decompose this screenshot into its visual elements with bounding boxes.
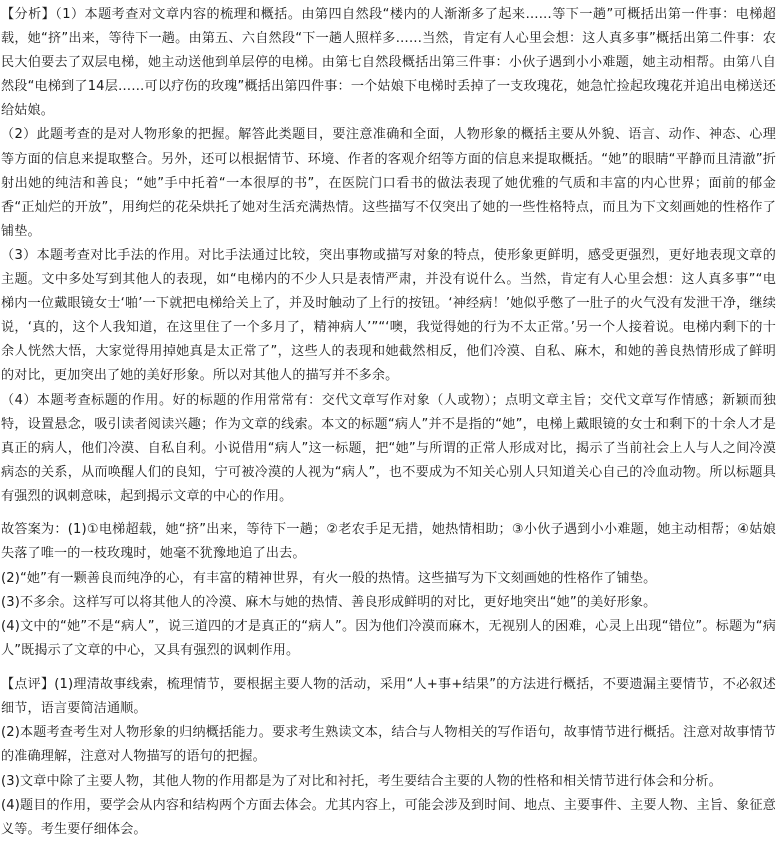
answer-paragraph-3: (3)不多余。这样写可以将其他人的冷漠、麻木与她的热情、善良形成鲜明的对比，更好地突出“她”的美好形象。 [1, 594, 657, 610]
answer-paragraph-2: (2)“她”有一颗善良而纯净的心，有丰富的精神世界，有火一般的热情。这些描写为下文刻画她的性格作了铺垫。 [1, 570, 657, 586]
analysis-paragraph-3: （3）本题考查对比手法的作用。对比手法通过比较，突出事物或描写对象的特点，使形象更鲜明，感受更强烈，更好地表现文章的主题。文中多处写到其他人的表现，如“电梯内的不少人只是表情严肃，并没有说什么。当然，肯定有人心里会想：这人真多事”“电梯内一位戴眼镜女士‘啪’一下就把电梯给关上了，并及时触动了上行的按钮。‘神经病！’她似乎憋了一肚子的火气没有发泄干净，继续说，‘真的，这个人我知道，在这里住了一个多月了，精神病人’”“‘噢，我觉得她的行为不太正常。’另一个人接着说。电梯内剩下的十余人恍然大悟，大家觉得用掉她真是太正常了”，这些人的表现和她截然相反，他们冷漠、自私、麻木，和她的善良热情形成了鲜明的对比，更加突出了她的美好形象。所以对其他人的描写并不多余。 [1, 247, 776, 384]
answer-paragraph-1: 故答案为：(1)①电梯超载，她“挤”出来，等待下一趟；②老农手足无措，她热情相助；③小伙子遇到小小难题，她主动相帮；④姑娘失落了唯一的一枝玫瑰时，她毫不犹豫地追了出去。 [1, 521, 776, 562]
analysis-paragraph-4: （4）本题考查标题的作用。好的标题的作用常常有：交代文章写作对象（人或物）；点明文章主旨；交代文章写作情感；新颖而独特，设置悬念，吸引读者阅读兴趣；作为文章的线索。本文的标题“病人”并不是指的“她”，电梯上戴眼镜的女士和剩下的十余人才是真正的病人，他们冷漠、自私自利。小说借用“病人”这一标题，把“她”与所谓的正常人形成对比，揭示了当前社会上人与人之间冷漠病态的关系，从而唤醒人们的良知，宁可被冷漠的人视为“病人”，也不要成为不知关心别人只知道关心自己的冷血动物。所以标题具有强烈的讽刺意味，起到揭示文章的中心的作用。 [1, 392, 776, 504]
analysis-paragraph-2: （2）此题考查的是对人物形象的把握。解答此类题目，要注意准确和全面，人物形象的概括主要从外貌、语言、动作、神态、心理等方面的信息来提取整合。另外，还可以根据情节、环境、作者的客观介绍等方面的信息来提取概括。“她”的眼睛“平静而且清澈”折射出她的纯洁和善良；“她”手中托着“一本很厚的书”，在医院门口看书的做法表现了她优雅的气质和丰富的内心世界；面前的郁金香“正灿烂的开放”，用绚烂的花朵烘托了她对生活充满热情。这些描写不仅突出了她的一些性格特点，而且为下文刻画她的性格作了铺垫。 [1, 127, 776, 239]
comment-paragraph-4: (4)题目的作用，要学会从内容和结构两个方面去体会。尤其内容上，可能会涉及到时间、地点、主要事件、主要人物、主旨、象征意义等。考生要仔细体会。 [1, 797, 776, 837]
analysis-paragraph-1: 【分析】（1）本题考查对文章内容的梳理和概括。由第四自然段“楼内的人渐渐多了起来……等下一趟”可概括出第一件事：电梯超载，她“挤”出来，等待下一趟。由第五、六自然段“下一趟人照样多……当然，肯定有人心里会想：这人真多事”概括出第二件事：农民大伯要去了双层电梯，她主动送他到单层停的电梯。由第七自然段概括出第三件事：小伙子遇到小小难题，她主动相帮。由第八自然段“电梯到了14层……可以疗伤的玫瑰”概括出第四件事：一个姑娘下电梯时丢掉了一支玫瑰花，她急忙捡起玫瑰花并追出电梯送还给姑娘。 [1, 7, 776, 119]
answer-paragraph-4: (4)文中的“她”不是“病人”，说三道四的才是真正的“病人”。因为他们冷漠而麻木，无视别人的困难，心灵上出现“错位”。标题为“病人”既揭示了文章的中心，又具有强烈的讽刺作用。 [1, 619, 776, 659]
comment-paragraph-1: 【点评】(1)理清故事线索，梳理情节，要根据主要人物的活动，采用“人+事+结果”的方法进行概括，不要遗漏主要情节，不必叙述细节，语言要简洁通顺。 [1, 676, 776, 716]
comment-section [1, 673, 776, 842]
answer-section [1, 518, 776, 664]
comment-paragraph-2: (2)本题考查考生对人物形象的归纳概括能力。要求考生熟读文本，结合与人物相关的写作语句，故事情节进行概括。注意对故事情节的准确理解，注意对人物描写的语句的把握。 [1, 725, 776, 765]
analysis-section [1, 3, 776, 509]
comment-paragraph-3: (3)文章中除了主要人物，其他人物的作用都是为了对比和衬托，考生要结合主要的人物的性格和相关情节进行体会和分析。 [1, 773, 722, 789]
